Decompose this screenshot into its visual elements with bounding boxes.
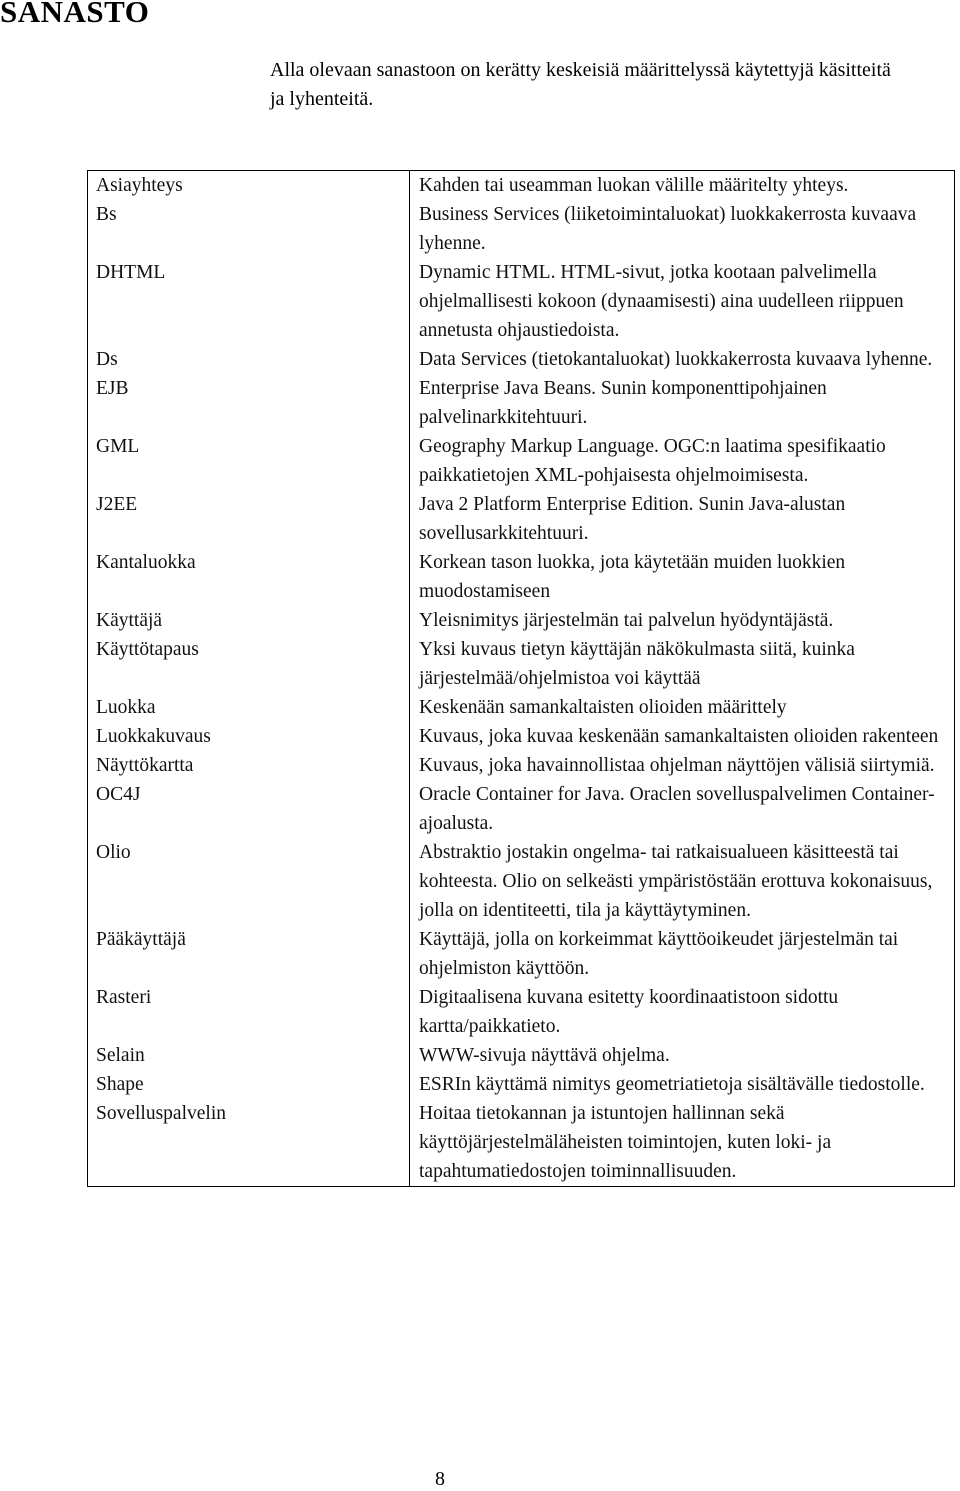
glossary-term: Luokka — [88, 693, 410, 722]
glossary-row — [88, 751, 954, 780]
glossary-definition: Kuvaus, joka kuvaa keskenään samankaltaisten olioiden rakenteen — [419, 726, 939, 747]
glossary-definition: Enterprise Java Beans. Sunin komponenttipohjainen palvelinarkkitehtuuri. — [419, 378, 827, 428]
glossary-definition: Data Services (tietokantaluokat) luokkakerrosta kuvaava lyhenne. — [419, 349, 933, 370]
glossary-definition: Java 2 Platform Enterprise Edition. Sunin Java-alustan sovellusarkkitehtuuri. — [419, 494, 846, 544]
intro-paragraph: Alla olevaan sanastoon on kerätty keskeisiä määrittelyssä käytettyjä käsitteitä ja lyhenteitä. — [270, 59, 891, 110]
glossary-term: Bs — [88, 200, 410, 258]
glossary-table — [87, 170, 955, 1187]
glossary-term: Näyttökartta — [88, 751, 410, 780]
glossary-term: Pääkäyttäjä — [88, 925, 410, 983]
glossary-term: Kantaluokka — [88, 548, 410, 606]
glossary-definition: Geography Markup Language. OGC:n laatima spesifikaatio paikkatietojen XML-pohjaisesta ohjelmoimisesta. — [419, 436, 886, 486]
glossary-row — [88, 374, 954, 432]
glossary-row — [88, 490, 954, 548]
glossary-row — [88, 983, 954, 1041]
glossary-term: Käyttäjä — [88, 606, 410, 635]
glossary-definition: Kuvaus, joka havainnollistaa ohjelman näyttöjen välisiä siirtymiä. — [419, 755, 935, 776]
glossary-term: Luokkakuvaus — [88, 722, 410, 751]
glossary-row — [88, 258, 954, 345]
page-number: 8 — [435, 1468, 445, 1490]
glossary-term: DHTML — [88, 258, 410, 345]
glossary-term: Ds — [88, 345, 410, 374]
glossary-row — [88, 635, 954, 693]
glossary-definition: Business Services (liiketoimintaluokat) luokkakerrosta kuvaava lyhenne. — [419, 204, 917, 254]
glossary-term: EJB — [88, 374, 410, 432]
glossary-definition: Digitaalisena kuvana esitetty koordinaatistoon sidottu kartta/paikkatieto. — [419, 987, 839, 1037]
glossary-definition: Kahden tai useamman luokan välille määritelty yhteys. — [419, 175, 849, 196]
glossary-term: J2EE — [88, 490, 410, 548]
glossary-row — [88, 606, 954, 635]
glossary-definition: WWW-sivuja näyttävä ohjelma. — [419, 1045, 670, 1066]
glossary-term: GML — [88, 432, 410, 490]
glossary-row — [88, 200, 954, 258]
glossary-term: OC4J — [88, 780, 410, 838]
glossary-row — [88, 171, 954, 200]
glossary-row — [88, 925, 954, 983]
glossary-term: Selain — [88, 1041, 410, 1070]
glossary-term: Rasteri — [88, 983, 410, 1041]
glossary-definition: Yleisnimitys järjestelmän tai palvelun hyödyntäjästä. — [419, 610, 834, 631]
glossary-row — [88, 1070, 954, 1099]
glossary-definition: Käyttäjä, jolla on korkeimmat käyttöoikeudet järjestelmän tai ohjelmiston käyttöön. — [419, 929, 899, 979]
glossary-row — [88, 1041, 954, 1070]
glossary-row — [88, 432, 954, 490]
glossary-definition: ESRIn käyttämä nimitys geometriatietoja sisältävälle tiedostolle. — [419, 1074, 925, 1095]
glossary-row — [88, 693, 954, 722]
glossary-row — [88, 345, 954, 374]
glossary-definition: Oracle Container for Java. Oraclen sovelluspalvelimen Container-ajoalusta. — [419, 784, 935, 834]
glossary-row — [88, 780, 954, 838]
glossary-row — [88, 548, 954, 606]
glossary-definition: Korkean tason luokka, jota käytetään muiden luokkien muodostamiseen — [419, 552, 846, 602]
glossary-term: Olio — [88, 838, 410, 925]
glossary-definition: Keskenään samankaltaisten olioiden määrittely — [419, 697, 787, 718]
glossary-definition: Yksi kuvaus tietyn käyttäjän näkökulmasta siitä, kuinka järjestelmää/ohjelmistoa voi käyttää — [419, 639, 855, 689]
page-title: SANASTO — [0, 0, 150, 29]
glossary-term: Sovelluspalvelin — [88, 1099, 410, 1186]
glossary-definition: Dynamic HTML. HTML-sivut, jotka kootaan palvelimella ohjelmallisesti kokoon (dynaamisesti) aina uudelleen riippuen annetusta ohjaustiedoista. — [419, 262, 904, 341]
glossary-definition: Hoitaa tietokannan ja istuntojen hallinnan sekä käyttöjärjestelmäläheisten toimintojen, kuten loki- ja tapahtumatiedostojen toiminnallisuuden. — [419, 1103, 832, 1182]
glossary-term: Käyttötapaus — [88, 635, 410, 693]
glossary-term: Asiayhteys — [88, 171, 410, 200]
glossary-row — [88, 838, 954, 925]
glossary-row — [88, 1099, 954, 1186]
glossary-definition: Abstraktio jostakin ongelma- tai ratkaisualueen käsitteestä tai kohteesta. Olio on selkeästi ympäristöstään erottuva kokonaisuus, jolla on identiteetti, tila ja käyttäytyminen. — [419, 842, 933, 921]
glossary-row — [88, 722, 954, 751]
glossary-term: Shape — [88, 1070, 410, 1099]
